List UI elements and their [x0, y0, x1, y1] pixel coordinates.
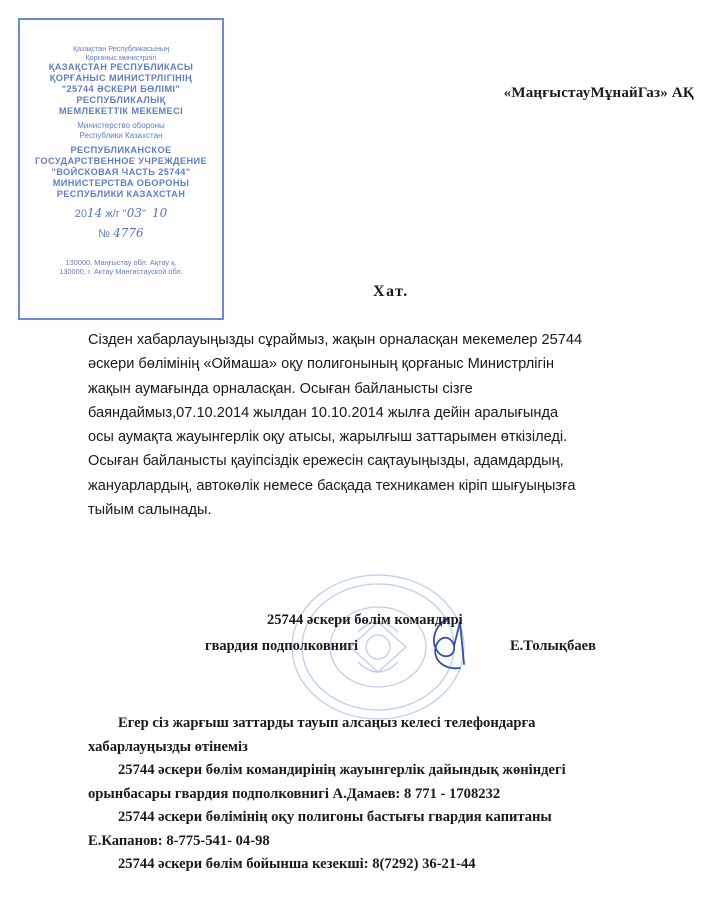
body-line: тыйым салынады.: [88, 502, 212, 519]
contact-line: 25744 әскери бөлім бойынша кезекші: 8(7292) 36-21-44: [118, 856, 476, 872]
stamp-line: Министерство обороны: [77, 121, 165, 130]
letter-body: [88, 328, 693, 522]
stamp-number: № 4776: [98, 226, 144, 240]
contact-info: [88, 712, 700, 877]
contact-line: 25744 әскери бөлім командирінің жауынгерлік дайындық жөніндегі: [118, 762, 566, 778]
stamp-address: 130000, г. Актау Мангистауской обл.: [59, 267, 183, 276]
stamp-line: МЕМЛЕКЕТТІК МЕКЕМЕСІ: [58, 106, 184, 116]
stamp-address: 130000, Маңғыстау обл. Ақтау қ.: [65, 258, 177, 267]
signatory-name: Е.Толықбаев: [510, 638, 596, 654]
stamp-line: Қазақстан Республикасының: [72, 44, 170, 53]
stamp-line: МИНИСТЕРСТВА ОБОРОНЫ: [52, 178, 190, 188]
stamp-line: Республики Казахстан: [79, 131, 163, 140]
stamp-line: РЕСПУБЛИКАНСКОЕ: [70, 145, 172, 155]
stamp-line: "25744 ӘСКЕРИ БӨЛІМІ": [61, 84, 181, 94]
body-line: жақын аумағында орналасқан. Осыған байланысты сізге: [88, 380, 473, 397]
body-line: Осыған байланысты қауіпсіздік ережесін сақтауыңызды, адамдардың,: [88, 453, 564, 470]
contact-line: орынбасары гвардия подполковнигі А.Дамаев: 8 771 - 1708232: [88, 785, 501, 802]
body-line: әскери бөлімінің «Оймаша» оқу полигонының қорғаныс Министрлігін: [88, 356, 555, 373]
stamp-line: ҚАЗАҚСТАН РЕСПУБЛИКАСЫ: [48, 62, 194, 72]
signatory-position: 25744 әскери бөлім командирі: [267, 612, 463, 628]
signatory-rank: гвардия подполковнигі: [205, 638, 358, 654]
stamp-date: 2014 ж/г "03" 10: [74, 206, 168, 220]
contact-line: 25744 әскери бөлімінің оқу полигоны бастығы гвардия капитаны: [118, 809, 552, 825]
stamp-line: "ВОЙСКОВАЯ ЧАСТЬ 25744": [51, 167, 191, 177]
contact-line: Егер сіз жарғыш заттарды тауып алсаңыз келесі телефондарға: [118, 715, 536, 731]
body-line: Сізден хабарлауыңызды сұраймыз, жақын орналасқан мекемелер 25744: [88, 332, 583, 348]
body-line: жануарлардың, автокөлік немесе басқада техникамен кіріп шығуыңызға: [88, 477, 576, 494]
stamp-line: Қорғаныс министрлігі: [85, 53, 157, 62]
recipient-company: «МаңғыстауМұнайГаз» АҚ: [503, 85, 694, 101]
stamp-line: ГОСУДАРСТВЕННОЕ УЧРЕЖДЕНИЕ: [34, 156, 208, 166]
contact-line: хабарлауңызды өтінеміз: [88, 738, 248, 755]
stamp-line: РЕСПУБЛИКИ КАЗАХСТАН: [56, 189, 186, 199]
body-line: осы аумақта жауынгерлік оқу атысы, жарылғыш заттарымен өткізіледі.: [88, 429, 568, 446]
contact-line: Е.Капанов: 8-775-541- 04-98: [88, 832, 270, 849]
letter-title: Хат.: [373, 283, 409, 300]
registration-stamp: [18, 18, 224, 320]
stamp-line: ҚОРҒАНЫС МИНИСТРЛІГІНІҢ: [49, 73, 193, 83]
stamp-line: РЕСПУБЛИКАЛЫҚ: [76, 95, 166, 105]
body-line: баяндаймыз,07.10.2014 жылдан 10.10.2014 жылға дейін аралығында: [88, 404, 559, 421]
